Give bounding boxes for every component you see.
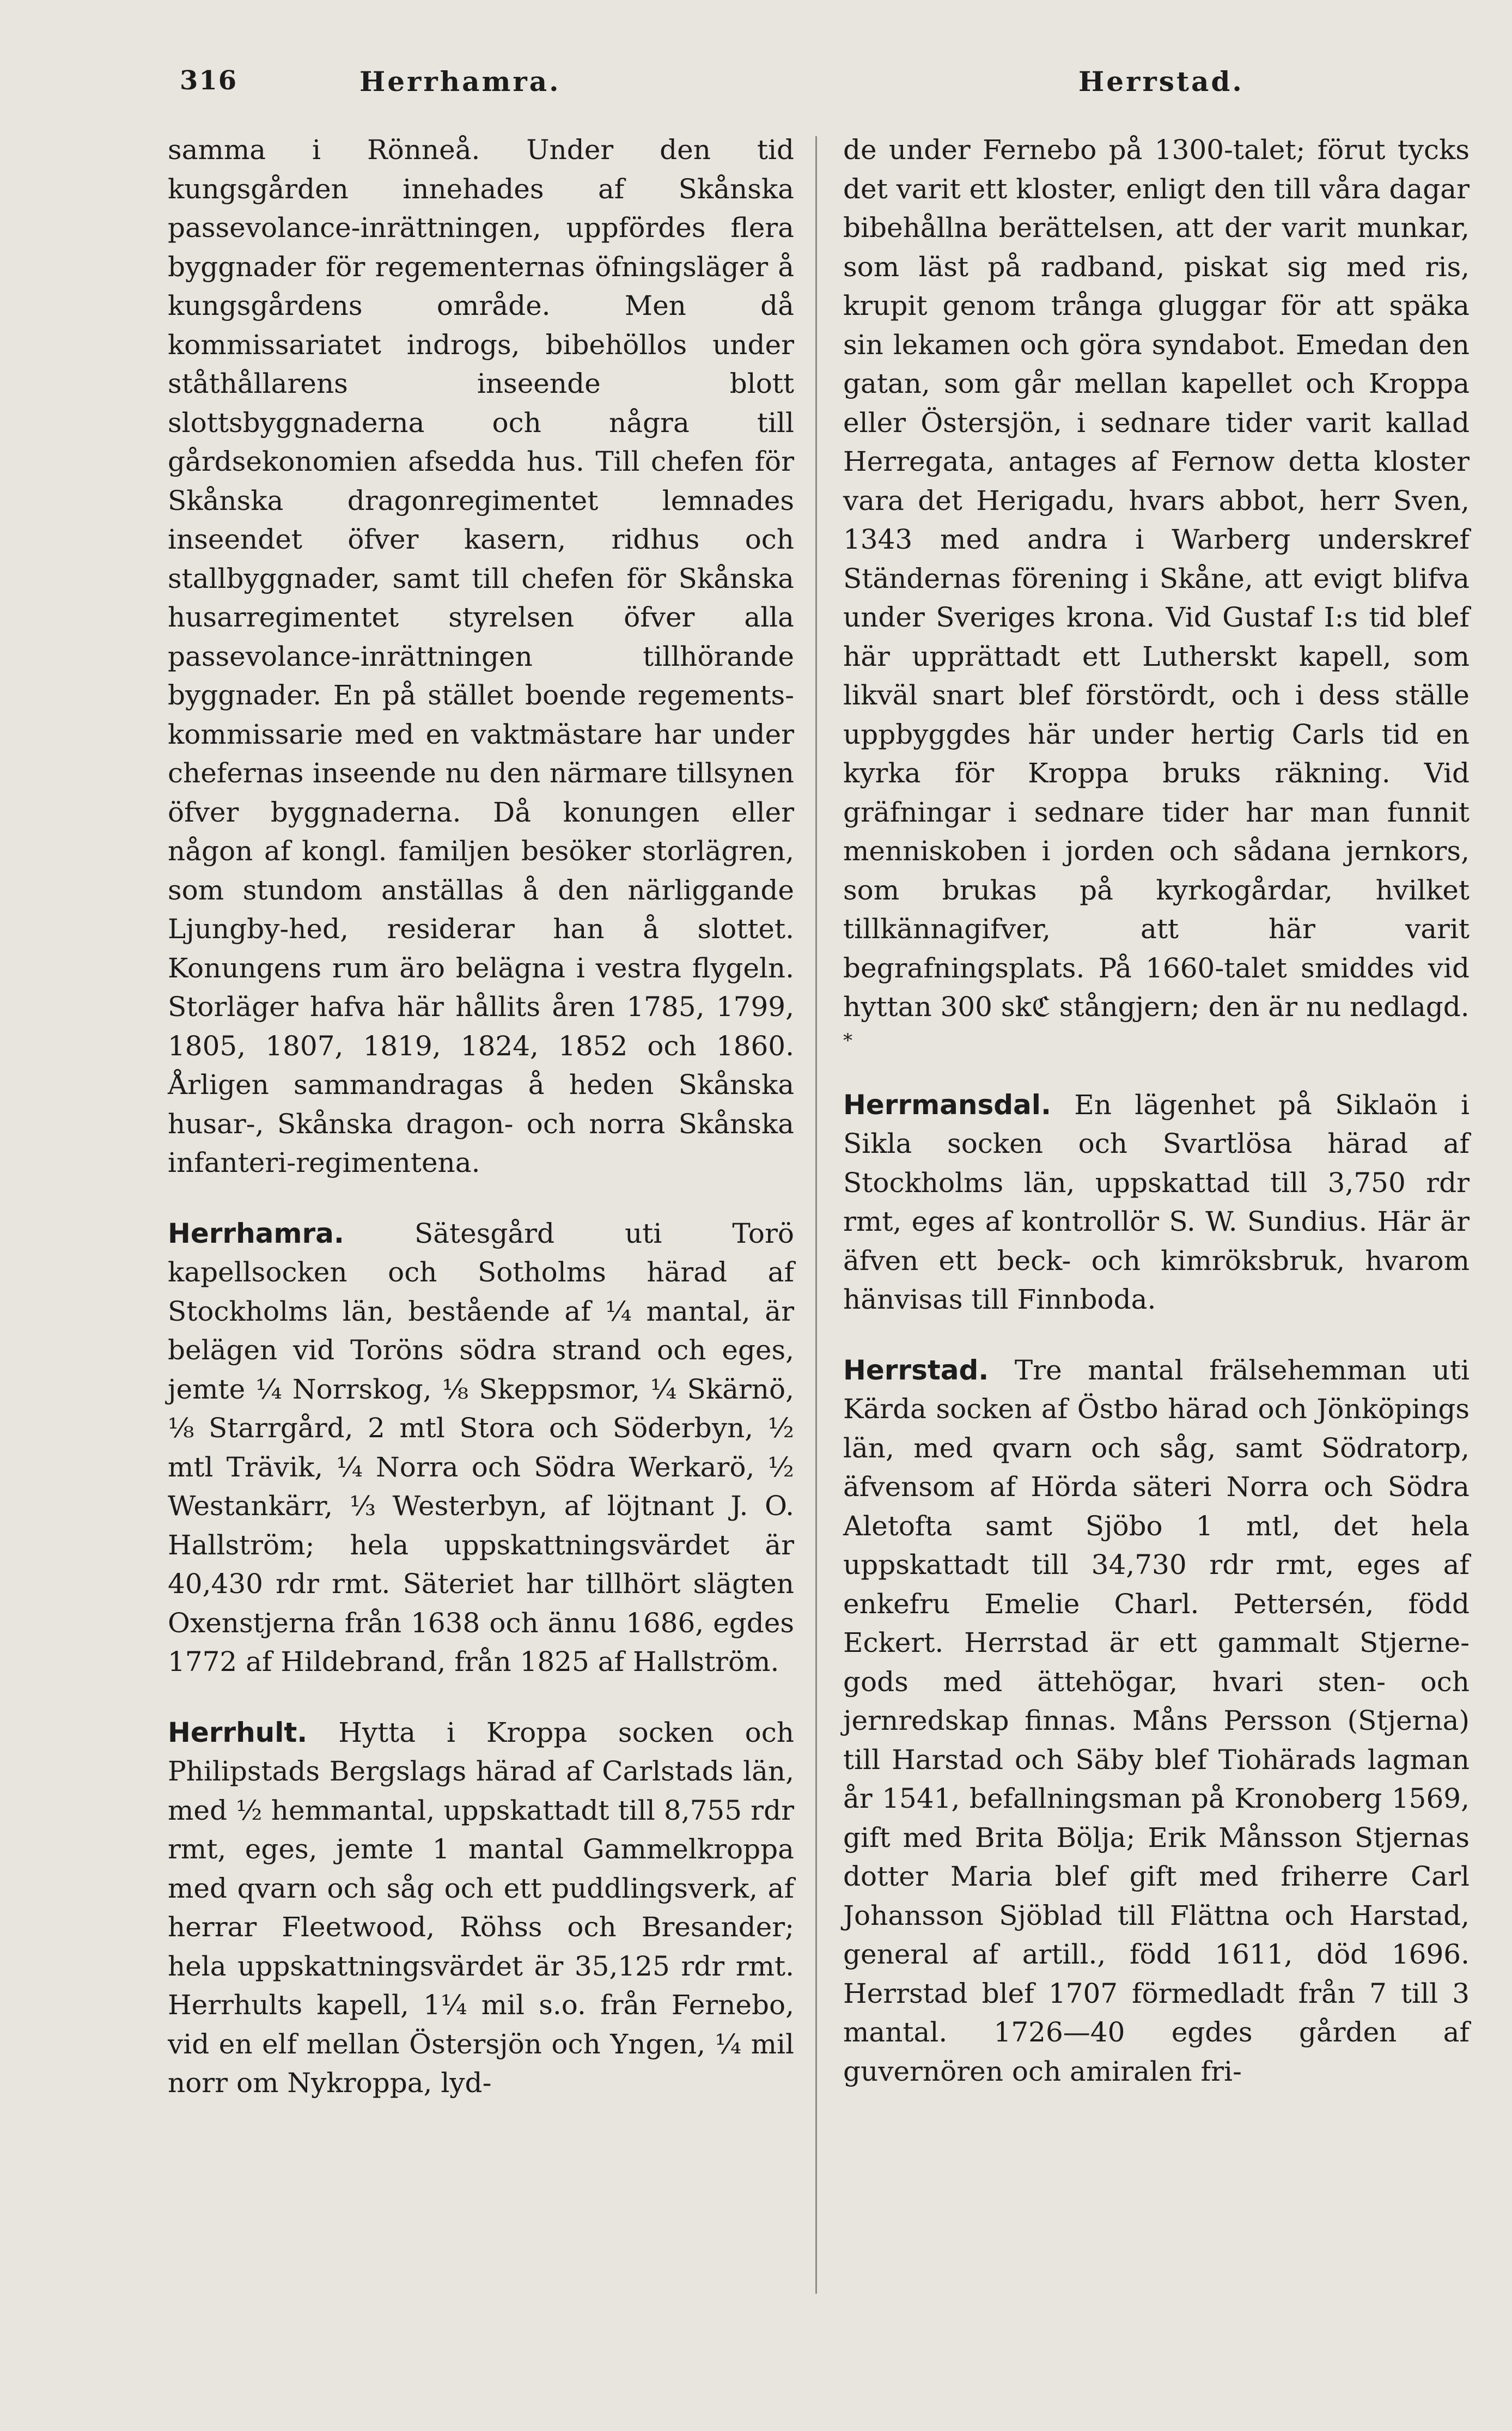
- continuation-text: samma i Rönneå. Under den tid kungsgården innehades af Skånska passevolance-inrättningen, uppfördes flera byggnader för regementernas öfningsläger å kungsgårdens område. Men då kommissariatet indrogs, bibehöllos under ståthållarens inseende blott slottsbyggnaderna och några till gårdsekonomien afsedda hus. Till chefen för Skånska dragonregimentet lemnades inseendet öfver kasern, ridhus och stallbyggnader, samt till chefen för Skånska husarregimentet styrelsen öfver alla passevolance-inrättningen tillhörande byggnader. En på stället boende regements-kommissarie med en vaktmästare har under chefernas inseende nu den närmare tillsynen öfver byggnaderna. Då konungen eller någon af kongl. familjen besöker storlägren, som stundom anställas å den närliggande Ljungby-hed, residerar han å slottet. Konungens rum äro belägna i vestra flygeln. Storläger hafva här hållits åren 1785, 1799, 1805, 1807, 1819, 1824, 1852 och 1860. Årligen sammandragas å heden Skånska husar-, Skånska dragon- och norra Skånska infanteri-regimentena.: [168, 134, 794, 1178]
- entry-text: Tre mantal frälsehemman uti Kärda socken af Östbo härad och Jönköpings län, med qvarn och såg, samt Södratorp, äfvensom af Hörda säteri Norra och Södra Aletofta samt Sjöbo 1 mtl, det hela uppskattadt till 34,730 rdr rmt, eges af enkefru Emelie Charl. Pettersén, född Eckert. Herrstad är ett gammalt Stjerne-gods med ättehögar, hvari sten- och jernredskap finnas. Måns Persson (Stjerna) till Harstad och Säby blef Tiohärads lagman år 1541, befallningsman på Kronoberg 1569, gift med Brita Bölja; Erik Månsson Stjernas dotter Maria blef gift med friherre Carl Johansson Sjöblad till Flättna och Harstad, general af artill., född 1611, död 1696. Herrstad blef 1707 förmedladt från 7 till 3 mantal. 1726—40 egdes gården af guvernören och amiralen fri-: [843, 1354, 1470, 2087]
- continuation-text: de under Fernebo på 1300-talet; förut tycks det varit ett kloster, enligt den till våra dagar bibehållna berättelsen, att der varit munkar, som läst på radband, piskat sig med ris, krupit genom trånga gluggar för att späka sin lekamen och göra syndabot. Emedan den gatan, som går mellan kapellet och Kroppa eller Östersjön, i sednare tider varit kallad Herregata, antages af Fernow detta kloster vara det Herigadu, hvars abbot, herr Sven, 1343 med andra i Warberg underskref Ständernas förening i Skåne, att evigt blifva under Sveriges krona. Vid Gustaf I:s tid blef här upprättadt ett Lutherskt kapell, som likväl snart blef förstördt, och i dess ställe uppbyggdes här under hertig Carls tid en kyrka för Kroppa bruks räkning. Vid gräfningar i sednare tider har man funnit menniskoben i jorden och sådana jernkors, som brukas på kyrkogårdar, hvilket tillkännagifver, att här varit begrafningsplats. På 1660-talet smiddes vid hyttan 300 skℭ stångjern; den är nu nedlagd.: [843, 134, 1470, 1023]
- section-separator: *: [843, 1029, 852, 1052]
- entry-headword: Herrstad.: [843, 1354, 989, 1386]
- entry-headword: Herrhamra.: [168, 1217, 344, 1249]
- entry-herrhamra: [168, 1214, 794, 1682]
- entry-text: En lägenhet på Siklaön i Sikla socken och Svartlösa härad af Stockholms län, uppskattad till 3,750 rdr rmt, eges af kontrollör S. W. Sundius. Här är äfven ett beck- och kimröksbruk, hvarom hänvisas till Finnboda.: [843, 1089, 1470, 1315]
- left-running-head: Herrhamra.: [359, 65, 561, 98]
- right-running-head: Herrstad.: [1078, 65, 1244, 98]
- entry-herrmansdal: [843, 1086, 1470, 1320]
- page-header: [180, 65, 1465, 114]
- left-column: [168, 131, 794, 2103]
- right-column: [843, 131, 1470, 2091]
- entry-text: Sätesgård uti Torö kapellsocken och Sotholms härad af Stockholms län, bestående af ¼ mantal, är belägen vid Toröns södra strand och eges, jemte ¼ Norrskog, ⅛ Skeppsmor, ¼ Skärnö, ⅛ Starrgård, 2 mtl Stora och Söderbyn, ½ mtl Trävik, ¼ Norra och Södra Werkarö, ½ Westankärr, ⅓ Westerbyn, af löjtnant J. O. Hallström; hela uppskattningsvärdet är 40,430 rdr rmt. Säteriet har tillhört slägten Oxenstjerna från 1638 och ännu 1686, egdes 1772 af Hildebrand, från 1825 af Hallström.: [168, 1217, 794, 1678]
- entry-text: Hytta i Kroppa socken och Philipstads Bergslags härad af Carlstads län, med ½ hemmantal, uppskattadt till 8,755 rdr rmt, eges, jemte 1 mantal Gammelkroppa med qvarn och såg och ett puddlingsverk, af herrar Fleetwood, Röhss och Bresander; hela uppskattningsvärdet är 35,125 rdr rmt. Herrhults kapell, 1¼ mil s.o. från Fernebo, vid en elf mellan Östersjön och Yngen, ¼ mil norr om Nykroppa, lyd-: [168, 1716, 794, 2099]
- entry-herrstad: [843, 1351, 1470, 2092]
- entry-herrhult: [168, 1713, 794, 2103]
- entry-headword: Herrmansdal.: [843, 1089, 1051, 1121]
- page-number: 316: [180, 65, 238, 96]
- column-divider: [815, 136, 817, 2294]
- entry-headword: Herrhult.: [168, 1716, 308, 1748]
